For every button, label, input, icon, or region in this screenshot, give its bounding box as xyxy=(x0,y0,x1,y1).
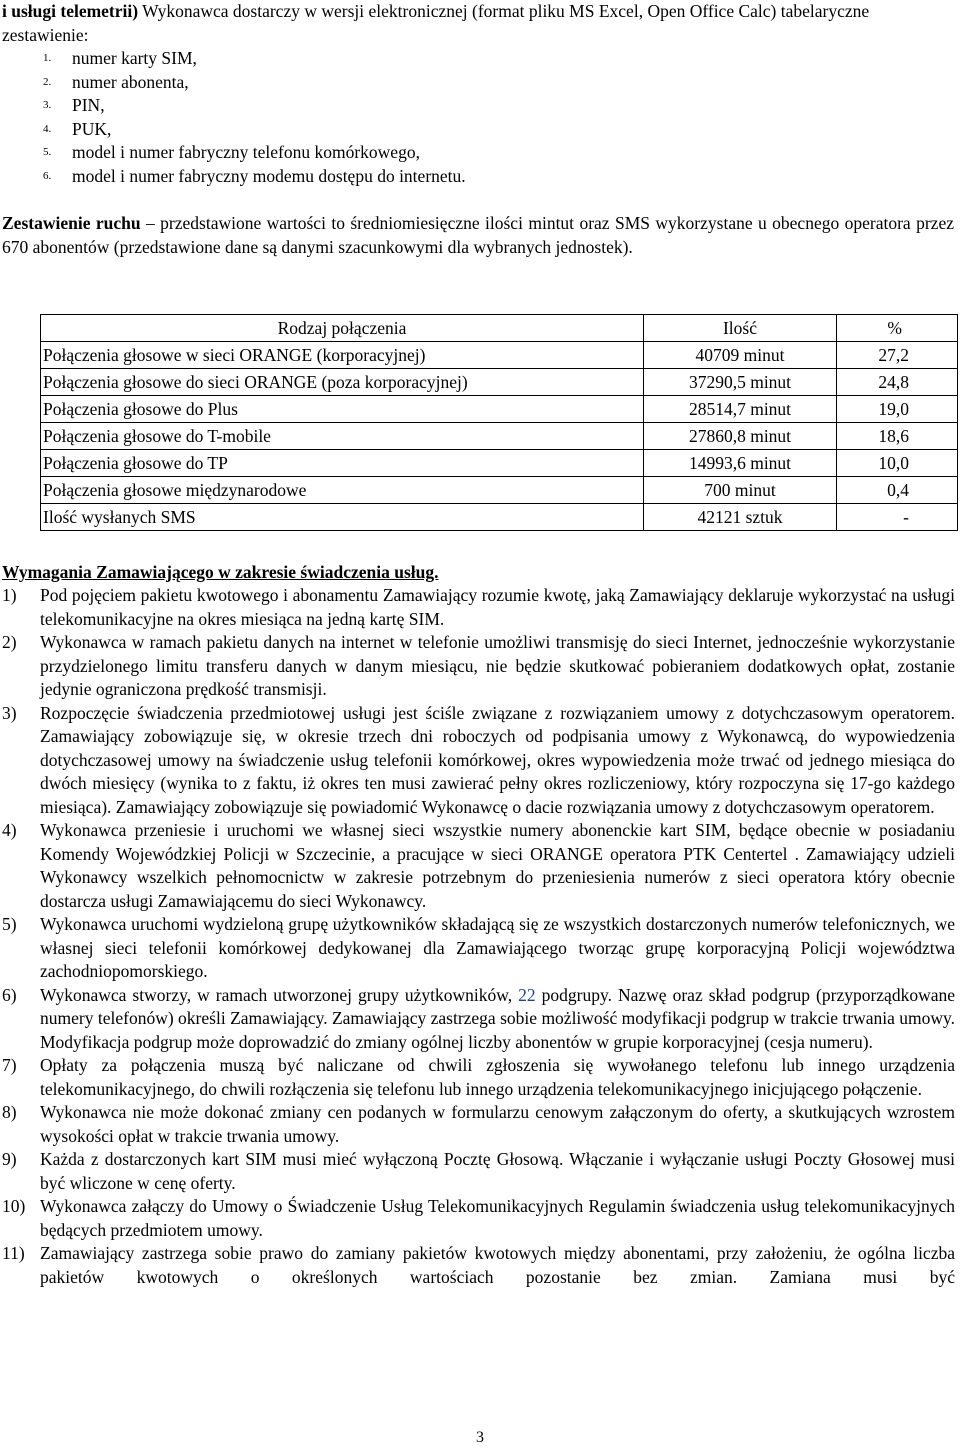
column-header-amount: Ilość xyxy=(644,315,837,342)
requirement-item xyxy=(2,702,955,820)
list-item-text: PUK, xyxy=(72,118,112,139)
requirement-number: 10) xyxy=(2,1196,26,1216)
traffic-summary-text: – przedstawione wartości to średniomiesięczne ilości mintut oraz SMS wykorzystane u obecnego operatora przez 670 abonentów (przedstawione dane są danymi szacunkowymi dla wybranych jednostek). xyxy=(2,213,954,257)
cell-amount: 42121 sztuk xyxy=(644,504,837,531)
requirement-number: 2) xyxy=(2,632,17,652)
requirement-text: Opłaty za połączenia muszą być naliczane od chwili zgłoszenia się wywołanego telefonu lub innego urządzenia telekomunikacyjnego, do chwili rozłączenia się telefonu lub innego urządzenia telekomunikacyjnego inicjującego połączenie. xyxy=(40,1055,955,1099)
requirement-text-post: podgrupy. Nazwę oraz skład podgrup (przyporządkowane numery telefonów) określi Zamawiający. Zamawiający zastrzega sobie możliwość modyfikacji podgrup w trakcie trwania umowy. Modyfikacja podgrup może doprowadzić do zmiany ogólnej liczby abonentów w grupie korporacyjnej (cesja numeru). xyxy=(40,984,955,1052)
intro-lead-text: Wykonawca dostarczy w wersji elektronicznej (format pliku MS Excel, Open Office Calc) tabelaryczne zestawienie: xyxy=(2,1,870,45)
cell-type: Połączenia głosowe do Plus xyxy=(41,396,644,423)
requirement-text: Wykonawca załączy do Umowy o Świadczenie Usług Telekomunikacyjnych Regulamin świadczenia usług telekomunikacyjnych będących przedmiotem umowy. xyxy=(40,1196,955,1240)
requirement-number: 4) xyxy=(2,820,17,840)
cell-percent: - xyxy=(837,504,958,531)
requirement-text: Pod pojęciem pakietu kwotowego i abonamentu Zamawiający rozumie kwotę, jaką Zamawiający deklaruje wykorzystać na usługi telekomunikacyjne na okres miesiąca na jedną kartę SIM. xyxy=(40,585,955,629)
requirement-text: Wykonawca przeniesie i uruchomi we własnej sieci wszystkie numery abonenckie kart SIM, będące obecnie w posiadaniu Komendy Wojewódzkiej Policji w Szczecinie, a pracujące w sieci ORANGE operatora PTK Centertel . Zamawiający udzieli Wykonawcy wszelkich pełnomocnictw w zakresie potrzebnym do przeniesienia numerów z sieci operatora który obecnie dostarcza usługi Zamawiającemu do sieci Wykonawcy. xyxy=(40,820,955,911)
requirement-text: Wykonawca uruchomi wydzieloną grupę użytkowników składającą się ze wszystkich dostarczonych numerów telefonicznych, we własnej sieci telefonii komórkowej dedykowanej dla Zamawiającego tworząc grupę korporacyjną Policji województwa zachodniopomorskiego. xyxy=(40,914,955,981)
cell-percent: 10,0 xyxy=(837,450,958,477)
cell-type: Połączenia głosowe do T-mobile xyxy=(41,423,644,450)
page-number: 3 xyxy=(476,1429,484,1446)
table-header-row xyxy=(41,315,958,342)
cell-percent: 24,8 xyxy=(837,369,958,396)
requirement-text xyxy=(40,984,955,1055)
requirement-text: Wykonawca nie może dokonać zmiany cen podanych w formularzu cenowym załączonym do oferty, a skutkujących wzrostem wysokości opłat w trakcie trwania umowy. xyxy=(40,1102,955,1146)
list-item xyxy=(2,71,952,95)
requirements-list xyxy=(2,584,955,1289)
requirement-number: 9) xyxy=(2,1149,17,1169)
list-item-number: 2. xyxy=(43,75,52,88)
cell-amount: 28514,7 minut xyxy=(644,396,837,423)
intro-lead-bold: i usługi telemetrii) xyxy=(2,1,139,21)
requirement-number: 1) xyxy=(2,585,17,605)
requirement-number: 3) xyxy=(2,702,17,723)
cell-type: Połączenia głosowe do sieci ORANGE (poza korporacyjnej) xyxy=(41,369,644,396)
table-row xyxy=(41,396,958,423)
requirement-text: Wykonawca w ramach pakietu danych na internet w telefonie umożliwi transmisję do sieci Internet, jednocześnie wykorzystanie przydzielonego limitu transferu danych w danym miesiącu, nie będzie skutkować pobieraniem dodatkowych opłat, zostanie jedynie ograniczona prędkość transmisji. xyxy=(40,632,955,699)
intro-section xyxy=(2,0,952,188)
list-item-number: 3. xyxy=(43,99,52,111)
table-row xyxy=(41,423,958,450)
cell-percent: 27,2 xyxy=(837,342,958,369)
list-item-number: 6. xyxy=(43,169,52,182)
requirement-number: 5) xyxy=(2,914,17,934)
requirement-item xyxy=(2,1054,955,1101)
traffic-table xyxy=(40,314,958,531)
cell-type: Połączenia głosowe w sieci ORANGE (korporacyjnej) xyxy=(41,342,644,369)
list-item-text: numer karty SIM, xyxy=(72,48,197,68)
list-item-text: PIN, xyxy=(72,95,105,115)
subgroup-count: 22 xyxy=(518,984,536,1005)
requirement-item xyxy=(2,1101,955,1148)
list-item xyxy=(2,165,952,189)
table-row xyxy=(41,477,958,504)
table-row xyxy=(41,450,958,477)
table-row xyxy=(41,369,958,396)
requirement-item xyxy=(2,984,955,1055)
cell-amount: 14993,6 minut xyxy=(644,450,837,477)
cell-amount: 40709 minut xyxy=(644,342,837,369)
cell-amount: 37290,5 minut xyxy=(644,369,837,396)
requirement-item xyxy=(2,1242,955,1289)
requirement-number: 6) xyxy=(2,984,17,1005)
list-item xyxy=(2,47,952,71)
list-item-text: model i numer fabryczny modemu dostępu do internetu. xyxy=(72,165,466,186)
cell-amount: 700 minut xyxy=(644,477,837,504)
cell-percent: 19,0 xyxy=(837,396,958,423)
requirement-item xyxy=(2,1148,955,1195)
requirement-item xyxy=(2,1195,955,1242)
list-item xyxy=(2,118,952,142)
traffic-summary-paragraph xyxy=(2,212,954,259)
cell-type: Połączenia głosowe międzynarodowe xyxy=(41,477,644,504)
cell-percent: 18,6 xyxy=(837,423,958,450)
requirement-text: Każda z dostarczonych kart SIM musi mieć wyłączoną Pocztę Głosową. Włączanie i wyłączanie usługi Poczty Głosowej musi być wliczone w cenę oferty. xyxy=(40,1149,955,1193)
table-row xyxy=(41,504,958,531)
requirement-number: 7) xyxy=(2,1055,17,1075)
cell-percent: 0,4 xyxy=(837,477,958,504)
list-item xyxy=(2,94,952,118)
cell-amount: 27860,8 minut xyxy=(644,423,837,450)
list-item-text: model i numer fabryczny telefonu komórkowego, xyxy=(72,142,420,162)
column-header-type: Rodzaj połączenia xyxy=(41,315,644,342)
telemetry-fields-list xyxy=(2,47,952,188)
traffic-summary-title: Zestawienie ruchu xyxy=(2,213,141,233)
list-item-number: 5. xyxy=(43,146,52,158)
requirement-item xyxy=(2,584,955,631)
column-header-percent: % xyxy=(837,315,958,342)
requirement-text-pre: Wykonawca stworzy, w ramach utworzonej grupy użytkowników, xyxy=(40,984,519,1005)
cell-type: Połączenia głosowe do TP xyxy=(41,450,644,477)
list-item-number: 1. xyxy=(43,52,52,64)
requirement-item xyxy=(2,913,955,984)
list-item-text: numer abonenta, xyxy=(72,71,189,92)
requirement-text: Rozpoczęcie świadczenia przedmiotowej usługi jest ściśle związane z rozwiązaniem umowy z dotychczasowym operatorem. Zamawiający zobowiązuje się, w okresie trzech dni roboczych od podpisania umowy z Wykonawcą, do wypowiedzenia dotychczasowej umowy na świadczenie usług telefonii komórkowej, okres wypowiedzenia może trwać od jednego miesiąca do dwóch miesięcy (wynika to z faktu, iż okres ten musi zawierać pełny okres rozliczeniowy, który rozpoczyna się 17-go każdego miesiąca). Zamawiający zobowiązuje się powiadomić Wykonawcę o dacie rozwiązania umowy z dotychczasowym operatorem. xyxy=(40,702,955,817)
table-row xyxy=(41,342,958,369)
requirement-item xyxy=(2,819,955,913)
list-item-number: 4. xyxy=(43,122,52,135)
cell-type: Ilość wysłanych SMS xyxy=(41,504,644,531)
requirement-item xyxy=(2,631,955,702)
requirements-heading: Wymagania Zamawiającego w zakresie świadczenia usług. xyxy=(2,562,439,582)
requirement-text: Zamawiający zastrzega sobie prawo do zamiany pakietów kwotowych między abonentami, przy założeniu, że ogólna liczba pakietów kwotowych o określonych wartościach pozostanie bez zmian. Zamiana musi być xyxy=(40,1243,955,1287)
requirement-number: 11) xyxy=(2,1243,25,1263)
requirement-number: 8) xyxy=(2,1102,17,1122)
intro-lead xyxy=(2,0,952,47)
list-item xyxy=(2,141,952,165)
